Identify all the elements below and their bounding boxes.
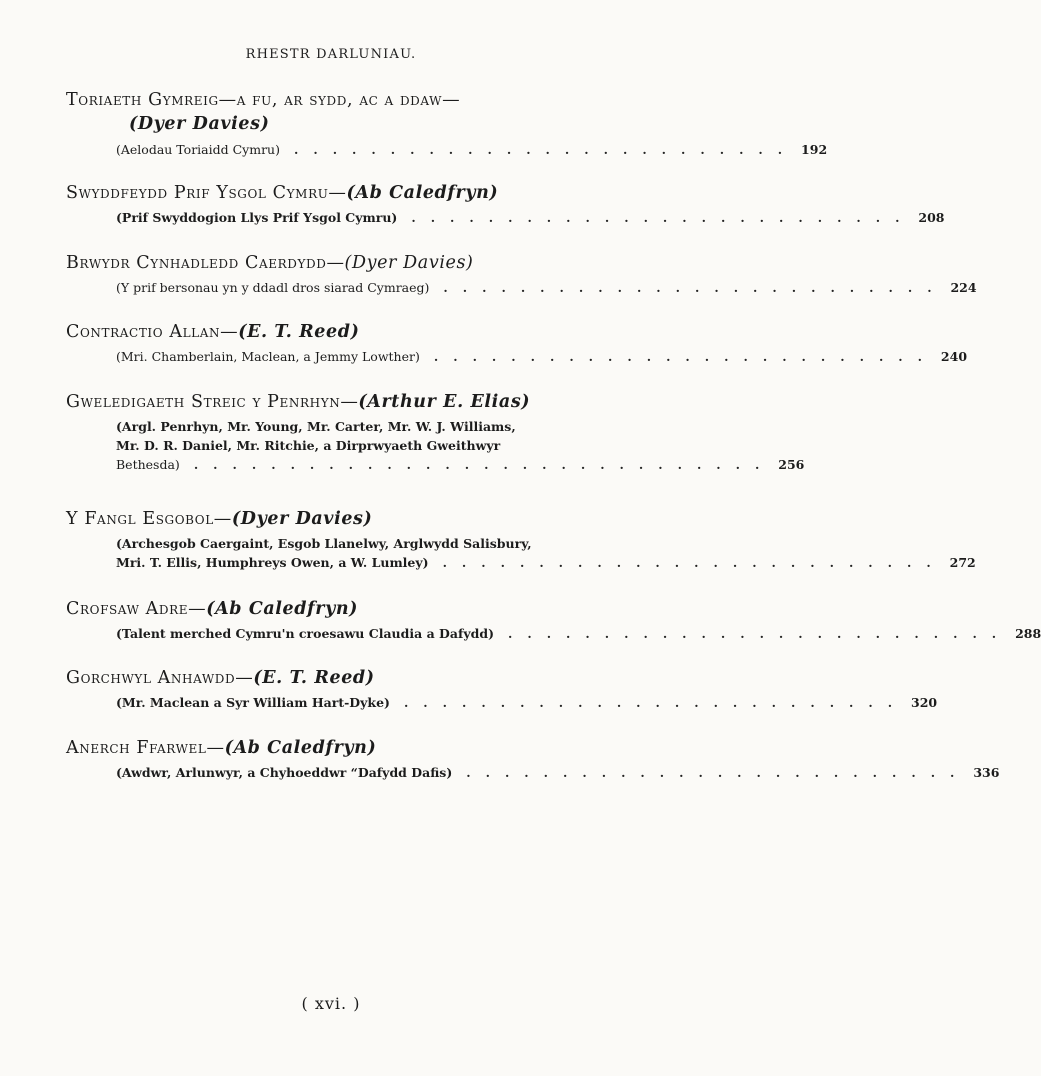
entry-subtitle-text: (Mr. Maclean a Syr William Hart-Dyke) [116, 695, 390, 710]
entry-title-text: Swyddfeydd Prif Ysgol Cymru— [66, 183, 347, 203]
entry-subtitle-text: (Argl. Penrhyn, Mr. Young, Mr. Carter, Mr. W. J. Williams, [116, 419, 516, 434]
entry-artist: (Ab Caledfryn) [224, 738, 377, 758]
entry-artist: (Ab Caledfryn) [346, 183, 499, 203]
entry-subtitle-text: (Y prif bersonau yn y ddadl dros siarad Cymraeg) [116, 280, 430, 295]
entry-title [66, 736, 636, 760]
entry-title-text: Y Fangl Esgobol— [66, 509, 232, 529]
entry-subtitle-line [116, 140, 828, 159]
entry-page-number: 208 [918, 210, 945, 225]
entry-subtitle-text: (Awdwr, Arlunwyr, a Chyhoeddwr “Dafydd Dafis) [116, 765, 453, 780]
entry-subtitle-line [116, 278, 977, 297]
running-head: RHESTR DARLUNIAU. [245, 47, 417, 62]
entry-title [66, 88, 636, 112]
leader-dots: .............................. [193, 457, 775, 472]
leader-dots: .......................... [442, 555, 946, 570]
leader-dots: .......................... [411, 210, 915, 225]
entry-title [66, 320, 636, 344]
entry-title-text: Brwydr Cynhadledd Caerdydd— [66, 253, 345, 273]
leader-dots: .......................... [433, 349, 938, 364]
entry-subtitle-line [116, 693, 938, 712]
entry-page-number: 272 [949, 555, 976, 570]
entry-subtitle-text: (Archesgob Caergaint, Esgob Llanelwy, Arglwydd Salisbury, [116, 536, 532, 551]
entry-page-number: 256 [778, 457, 805, 472]
list-item [66, 597, 1041, 643]
entry-title [66, 251, 636, 275]
entry-subtitle-text: Mri. T. Ellis, Humphreys Owen, a W. Lumley) [116, 555, 429, 570]
leader-dots: .......................... [508, 626, 1012, 641]
entry-page-number: 320 [911, 695, 938, 710]
leader-dots: .......................... [293, 142, 798, 157]
entry-artist: (Arthur E. Elias) [358, 392, 531, 412]
entry-artist: (Ab Caledfryn) [206, 599, 359, 619]
leader-dots: .......................... [403, 695, 908, 710]
list-item [66, 507, 976, 572]
entry-title-text: Contractio Allan— [66, 322, 239, 342]
entry-subtitle [66, 763, 1000, 782]
entry-page-number: 240 [940, 349, 968, 364]
entry-subtitle-line [116, 534, 636, 553]
entry-artist: (Dyer Davies) [344, 253, 474, 273]
entry-page-number: 336 [973, 765, 1000, 780]
list-item [66, 320, 968, 366]
entry-subtitle-text: (Talent merched Cymru'n croesawu Claudia a Dafydd) [116, 626, 494, 641]
list-item [66, 666, 938, 712]
entry-subtitle-text: Bethesda) [116, 457, 180, 472]
entry-title-text: Anerch Ffarwel— [66, 738, 225, 758]
list-item [66, 88, 828, 159]
entry-artist: (Dyer Davies) [129, 114, 270, 134]
leader-dots: .......................... [443, 280, 947, 295]
entry-title-text: Gweledigaeth Streic y Penrhyn— [66, 392, 359, 412]
entry-subtitle [66, 140, 828, 159]
entry-subtitle-line [116, 763, 1000, 782]
entry-subtitle [66, 347, 968, 366]
entry-subtitle-line [116, 624, 1041, 643]
entry-title-text: Crofsaw Adre— [66, 599, 207, 619]
entry-page-number: 224 [950, 280, 977, 295]
entry-title [66, 597, 636, 621]
entry-subtitle-line [116, 455, 805, 474]
entry-title [66, 666, 636, 690]
entry-subtitle-text: (Aelodau Toriaidd Cymru) [116, 142, 280, 157]
entry-title [66, 507, 636, 531]
entry-page-number: 288 [1015, 626, 1041, 641]
entry-artist: (E. T. Reed) [238, 322, 360, 342]
leader-dots: .......................... [466, 765, 970, 780]
page-number-footer: ( xvi. ) [301, 994, 361, 1013]
entry-subtitle [66, 534, 976, 572]
entry-title [66, 390, 636, 414]
entry-artist: (E. T. Reed) [253, 668, 375, 688]
entry-title-text: Gorchwyl Anhawdd— [66, 668, 254, 688]
entry-title [66, 181, 636, 205]
entry-title-text: Toriaeth Gymreig—a fu, ar sydd, ac a ddaw— [66, 90, 461, 110]
entry-subtitle-line [116, 436, 636, 455]
entry-subtitle [66, 624, 1041, 643]
entry-subtitle-text: (Mri. Chamberlain, Maclean, a Jemmy Lowther) [116, 349, 420, 364]
entry-subtitle [66, 278, 977, 297]
list-item [66, 390, 805, 474]
list-item [66, 736, 1000, 782]
entry-subtitle [66, 208, 945, 227]
entry-artist: (Dyer Davies) [231, 509, 373, 529]
entry-subtitle-line [116, 208, 945, 227]
entry-subtitle [66, 693, 938, 712]
entry-subtitle-line [116, 553, 976, 572]
list-item [66, 251, 977, 297]
entry-title-continued [66, 112, 636, 136]
entry-subtitle-line [116, 347, 968, 366]
entry-subtitle [66, 417, 805, 474]
entry-subtitle-text: Mr. D. R. Daniel, Mr. Ritchie, a Dirprwyaeth Gweithwyr [116, 438, 501, 453]
list-item [66, 181, 945, 227]
entry-subtitle-line [116, 417, 636, 436]
entry-page-number: 192 [801, 142, 828, 157]
entry-subtitle-text: (Prif Swyddogion Llys Prif Ysgol Cymru) [116, 210, 398, 225]
